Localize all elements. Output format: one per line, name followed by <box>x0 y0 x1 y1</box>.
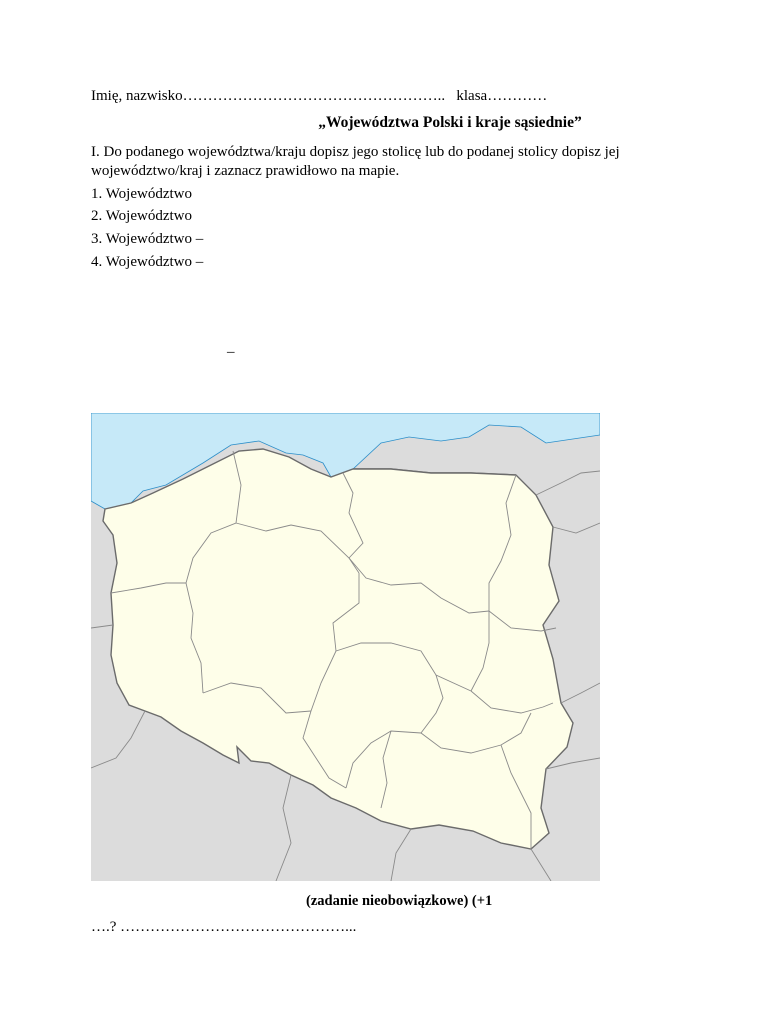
instruction-line-2: województwo/kraj i zaznacz prawidłowo na mapie. <box>91 163 400 179</box>
bonus-answer-line: ….? ………………………………………... <box>91 919 357 935</box>
bonus-task-label: (zadanie nieobowiązkowe) (+1 <box>306 893 493 909</box>
name-label: Imię, nazwisko <box>91 88 183 104</box>
name-line <box>91 87 547 105</box>
worksheet-title: „Województwa Polski i kraje sąsiednie” <box>318 114 582 131</box>
item-4: 4. Województwo – <box>91 254 204 270</box>
class-dots: ………… <box>487 88 548 104</box>
poland-voivodeships-map <box>91 413 600 881</box>
item-2: 2. Województwo <box>91 208 193 224</box>
stray-dash: – <box>227 344 235 360</box>
item-1: 1. Województwo <box>91 186 193 202</box>
item-3: 3. Województwo – <box>91 231 204 247</box>
class-label: klasa <box>456 88 488 104</box>
instruction-line-1: I. Do podanego województwa/kraju dopisz jego stolicę lub do podanej stolicy dopisz jej <box>91 144 620 160</box>
name-dots: …………………………………………….. <box>182 88 446 104</box>
